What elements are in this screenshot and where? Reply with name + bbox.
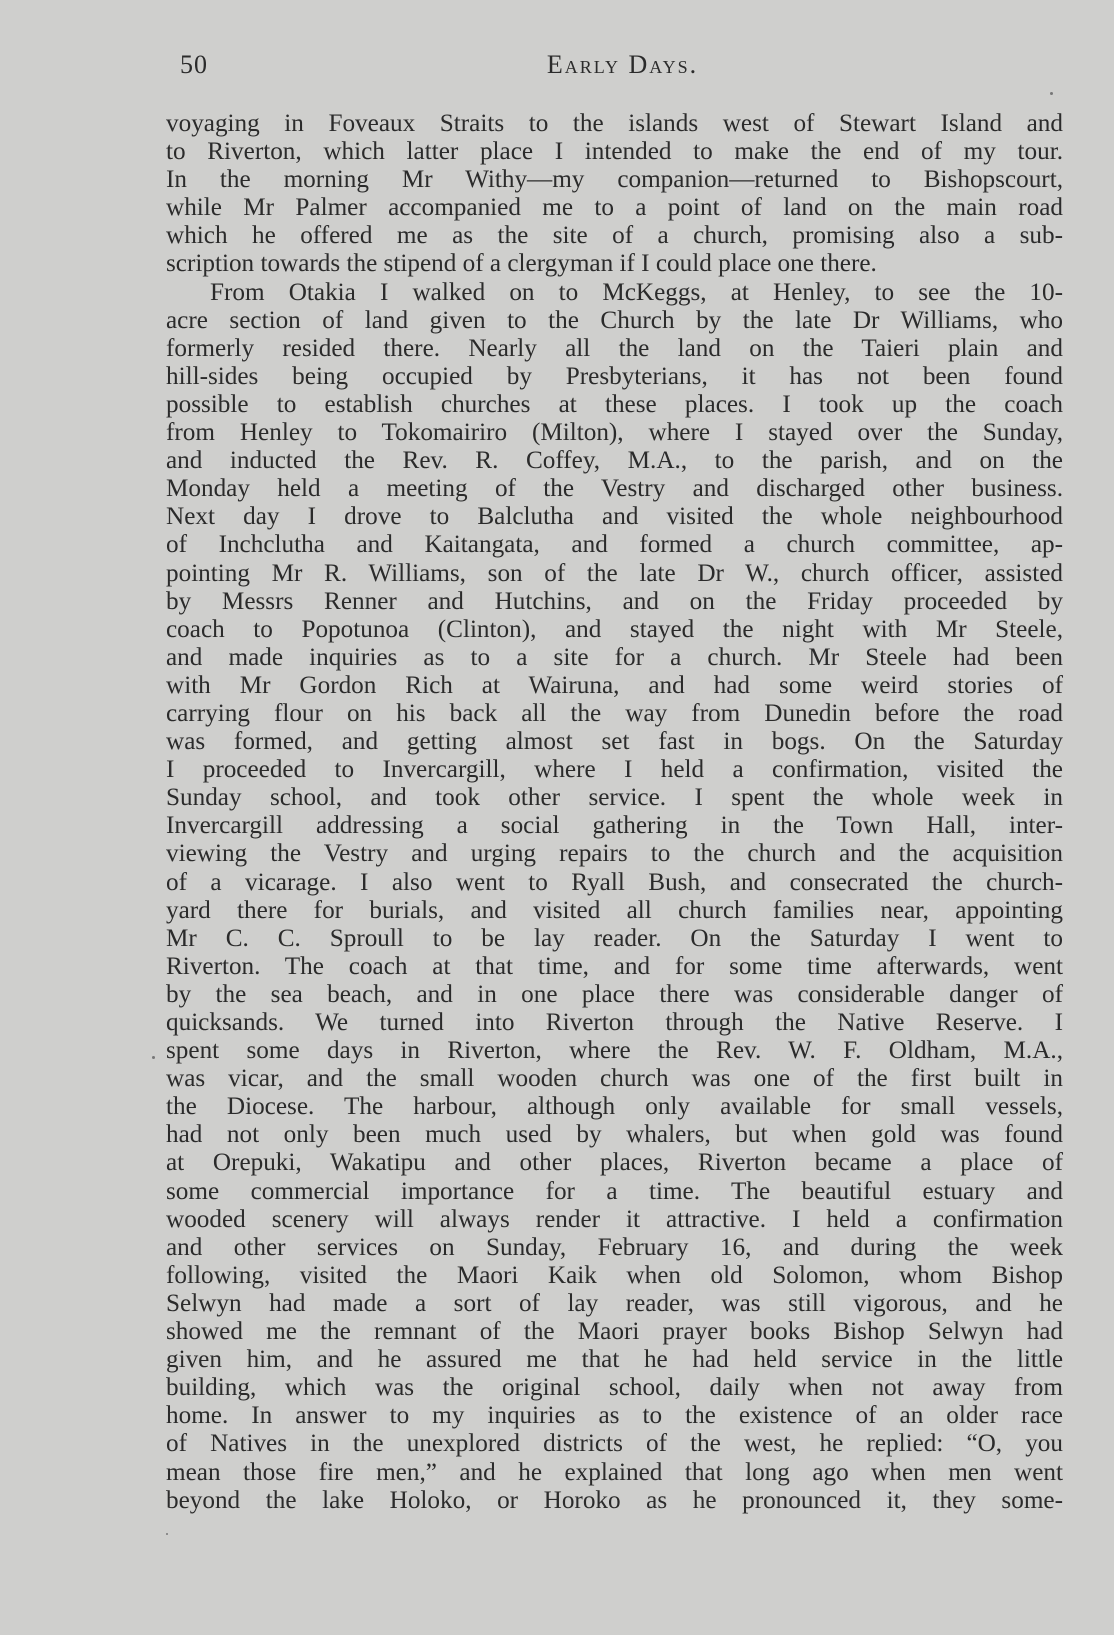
text-line: which he offered me as the site of a church, promising also a sub-	[166, 222, 1063, 250]
running-head: Early Days.	[546, 50, 699, 79]
text-line: scription towards the stipend of a clergyman if I could place one there.	[166, 250, 877, 278]
text-line: following, visited the Maori Kaik when old Solomon, whom Bishop	[166, 1261, 1063, 1289]
text-line: at Orepuki, Wakatipu and other places, Riverton became a place of	[166, 1149, 1063, 1177]
text-line: was vicar, and the small wooden church was one of the first built in	[166, 1065, 1063, 1093]
text-line: building, which was the original school, daily when not away from	[166, 1374, 1063, 1402]
text-line: some commercial importance for a time. The beautiful estuary and	[166, 1177, 1063, 1205]
body-text	[166, 110, 1063, 1515]
text-line: Monday held a meeting of the Vestry and discharged other business.	[166, 475, 1063, 503]
text-line: with Mr Gordon Rich at Wairuna, and had some weird stories of	[166, 671, 1063, 699]
text-line: I proceeded to Invercargill, where I held a confirmation, visited the	[166, 756, 1063, 784]
text-line: by Messrs Renner and Hutchins, and on the Friday proceeded by	[166, 587, 1063, 615]
text-line: and made inquiries as to a site for a church. Mr Steele had been	[166, 643, 1063, 671]
paper-speck	[166, 1533, 168, 1535]
text-line: Sunday school, and took other service. I spent the whole week in	[166, 784, 1063, 812]
text-line: wooded scenery will always render it attractive. I held a confirmation	[166, 1205, 1063, 1233]
text-line: yard there for burials, and visited all church families near, appointing	[166, 896, 1063, 924]
text-line: hill-sides being occupied by Presbyterians, it has not been found	[166, 362, 1063, 390]
paper-speck	[1050, 92, 1053, 95]
text-line: and other services on Sunday, February 16, and during the week	[166, 1233, 1063, 1261]
text-line: showed me the remnant of the Maori prayer books Bishop Selwyn had	[166, 1318, 1063, 1346]
text-line: while Mr Palmer accompanied me to a point of land on the main road	[166, 194, 1063, 222]
text-line: was formed, and getting almost set fast in bogs. On the Saturday	[166, 728, 1063, 756]
text-line: carrying flour on his back all the way from Dunedin before the road	[166, 699, 1063, 727]
text-line: Next day I drove to Balclutha and visited the whole neighbourhood	[166, 503, 1063, 531]
text-line: coach to Popotunoa (Clinton), and stayed the night with Mr Steele,	[166, 615, 1063, 643]
paper-speck	[152, 1056, 155, 1059]
text-line: the Diocese. The harbour, although only available for small vessels,	[166, 1093, 1063, 1121]
text-line: From Otakia I walked on to McKeggs, at Henley, to see the 10-	[210, 278, 1063, 306]
text-line: home. In answer to my inquiries as to the existence of an older race	[166, 1402, 1063, 1430]
text-line: viewing the Vestry and urging repairs to the church and the acquisition	[166, 840, 1063, 868]
text-line: acre section of land given to the Church by the late Dr Williams, who	[166, 306, 1063, 334]
text-line: from Henley to Tokomairiro (Milton), where I stayed over the Sunday,	[166, 419, 1063, 447]
text-line: Riverton. The coach at that time, and for some time afterwards, went	[166, 952, 1063, 980]
text-line: given him, and he assured me that he had held service in the little	[166, 1346, 1063, 1374]
text-line: formerly resided there. Nearly all the land on the Taieri plain and	[166, 334, 1063, 362]
text-line: spent some days in Riverton, where the Rev. W. F. Oldham, M.A.,	[166, 1037, 1063, 1065]
text-line: had not only been much used by whalers, but when gold was found	[166, 1121, 1063, 1149]
text-line: of Inchclutha and Kaitangata, and formed a church committee, ap-	[166, 531, 1063, 559]
text-line: and inducted the Rev. R. Coffey, M.A., to the parish, and on the	[166, 447, 1063, 475]
text-line: of a vicarage. I also went to Ryall Bush, and consecrated the church-	[166, 868, 1063, 896]
text-line: Invercargill addressing a social gathering in the Town Hall, inter-	[166, 812, 1063, 840]
text-line: Selwyn had made a sort of lay reader, was still vigorous, and he	[166, 1289, 1063, 1317]
text-line: pointing Mr R. Williams, son of the late Dr W., church officer, assisted	[166, 559, 1063, 587]
page-header	[180, 50, 1065, 90]
text-line: beyond the lake Holoko, or Horoko as he pronounced it, they some-	[166, 1486, 1063, 1514]
text-line: quicksands. We turned into Riverton through the Native Reserve. I	[166, 1009, 1063, 1036]
text-line: to Riverton, which latter place I intended to make the end of my tour.	[166, 138, 1063, 166]
text-line: Mr C. C. Sproull to be lay reader. On the Saturday I went to	[166, 924, 1063, 952]
text-line: possible to establish churches at these places. I took up the coach	[166, 390, 1063, 418]
text-line: by the sea beach, and in one place there was considerable danger of	[166, 980, 1063, 1008]
text-line: of Natives in the unexplored districts of the west, he replied: “O, you	[166, 1430, 1063, 1458]
text-line: In the morning Mr Withy—my companion—returned to Bishopscourt,	[166, 166, 1063, 194]
page-number: 50	[180, 50, 208, 79]
text-line: mean those fire men,” and he explained that long ago when men went	[166, 1458, 1063, 1486]
text-line: voyaging in Foveaux Straits to the islands west of Stewart Island and	[166, 110, 1063, 137]
